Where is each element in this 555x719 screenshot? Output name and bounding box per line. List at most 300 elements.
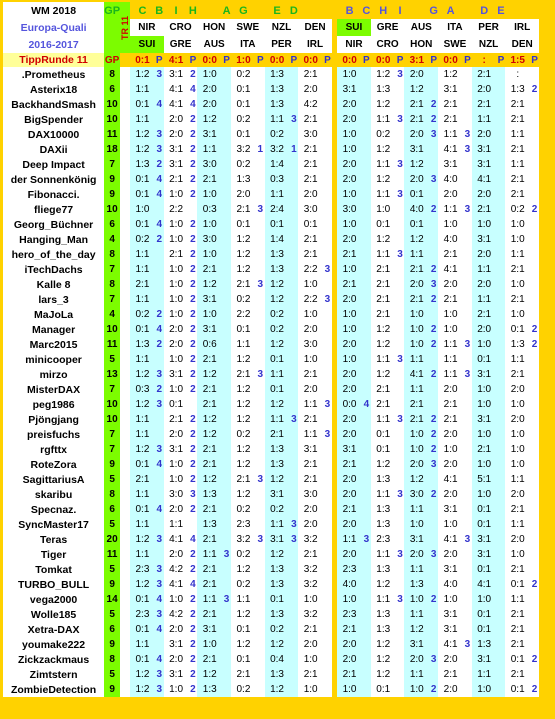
tip-points-right (396, 667, 405, 682)
tip-score-left: 0:1 (130, 97, 155, 112)
tip-score-right: 1:1 (438, 367, 463, 382)
tip-points-right (530, 142, 539, 157)
tip-points-right: 2 (531, 654, 538, 665)
tip-score-right: 1:0 (472, 592, 497, 607)
result-left: P (256, 54, 264, 66)
tip-score-left: 4:2 (164, 607, 189, 622)
tip-score-right: 2:0 (438, 547, 463, 562)
tr-blank (120, 322, 130, 337)
tip-points-right (396, 217, 405, 232)
tip-points-left (289, 487, 298, 502)
tip-score-right: 1:0 (505, 427, 530, 442)
tip-points-right (463, 622, 472, 637)
tip-score-right: 2:1 (337, 622, 362, 637)
tip-score-left: 1:3 (197, 682, 222, 697)
tip-score-left: 1:2 (231, 262, 256, 277)
tip-score-left: 2:2 (298, 292, 323, 307)
tip-score-left: 3:1 (298, 442, 323, 457)
tip-score-right: 0:1 (472, 517, 497, 532)
tip-score-right: 1:1 (371, 352, 396, 367)
tip-points-right (396, 337, 405, 352)
team-left-bottom: IRL (298, 36, 332, 53)
tip-score-right: 0:1 (472, 352, 497, 367)
tip-points-left: 2 (190, 189, 196, 200)
tip-score-left: 2:1 (265, 427, 290, 442)
tip-points-left (256, 82, 265, 97)
tip-points-right (530, 637, 539, 652)
player-gp: 5 (104, 472, 120, 487)
tip-points-left (323, 322, 332, 337)
tip-points-right (530, 307, 539, 322)
tip-points-left: 4 (156, 594, 163, 605)
tip-points-right (530, 562, 539, 577)
player-gp: 10 (104, 112, 120, 127)
tip-points-left (289, 577, 298, 592)
tip-score-left: 2:0 (298, 322, 323, 337)
tip-score-right: 2:1 (438, 247, 463, 262)
tip-points-right (497, 412, 506, 427)
player-gp: 7 (104, 157, 120, 172)
tip-score-right: 3:1 (438, 82, 463, 97)
tip-score-left: 3:2 (231, 142, 256, 157)
tip-score-left: 1:0 (298, 352, 323, 367)
tip-points-left (155, 427, 164, 442)
tip-score-left: 2:1 (197, 442, 222, 457)
tip-score-left: 2:1 (197, 352, 222, 367)
tip-points-left (289, 97, 298, 112)
tip-points-left: 2 (190, 249, 196, 260)
tip-points-left (222, 412, 231, 427)
tip-score-left: 0:1 (130, 457, 155, 472)
tip-points-right (530, 457, 539, 472)
tip-score-left: 1:0 (298, 277, 323, 292)
tip-points-left: 3 (257, 204, 264, 215)
tip-points-right (497, 442, 506, 457)
tip-score-left: 3:1 (265, 487, 290, 502)
tip-score-left: 2:3 (130, 607, 155, 622)
player-row (3, 232, 539, 247)
tip-points-right (362, 247, 371, 262)
result-left: P (189, 54, 197, 66)
tip-score-left: 1:1 (197, 592, 222, 607)
tip-score-right: 3:1 (404, 142, 429, 157)
player-gp: 6 (104, 622, 120, 637)
tip-score-left: 0:1 (231, 97, 256, 112)
tip-points-left: 4 (156, 99, 163, 110)
tip-score-right: 1:3 (505, 82, 530, 97)
tip-points-left (222, 427, 231, 442)
tip-score-left: 1:3 (265, 457, 290, 472)
tip-score-left: 1:1 (265, 367, 290, 382)
tip-points-left (289, 172, 298, 187)
tip-score-left: 3:2 (298, 607, 323, 622)
tip-score-right: 1:2 (438, 67, 463, 82)
tip-score-left: 1:3 (265, 247, 290, 262)
tip-score-left: 2:0 (164, 322, 189, 337)
tip-points-left: 3 (324, 294, 331, 305)
tip-points-right (396, 682, 405, 697)
player-name: Manager (3, 322, 104, 337)
group-letter-right: I (398, 4, 402, 17)
tip-points-left: 1 (291, 144, 297, 155)
team-right-bottom: SWE (438, 36, 472, 53)
tip-points-left (222, 397, 231, 412)
player-row (3, 667, 539, 682)
tip-points-left: 2 (190, 609, 196, 620)
tip-points-left (222, 172, 231, 187)
tr-blank (120, 97, 130, 112)
tip-points-left (323, 217, 332, 232)
tip-points-left (155, 637, 164, 652)
tip-score-right: 2:1 (505, 622, 530, 637)
tip-score-left: 4:1 (164, 577, 189, 592)
tip-score-right: 4:1 (472, 172, 497, 187)
tr-blank (120, 217, 130, 232)
tr-blank (120, 157, 130, 172)
player-gp: 4 (104, 307, 120, 322)
tip-score-right: 2:1 (371, 262, 396, 277)
tip-score-left: 3:0 (164, 487, 189, 502)
player-name: ZombieDetection (3, 682, 104, 697)
player-row (3, 682, 539, 697)
tip-score-right: 1:2 (404, 157, 429, 172)
tip-score-right: 2:1 (472, 442, 497, 457)
tip-points-right (530, 382, 539, 397)
tip-score-right: 1:0 (337, 352, 362, 367)
season: 2016-2017 (3, 36, 104, 53)
tip-score-left: 1:3 (265, 667, 290, 682)
tip-points-right (362, 322, 371, 337)
tip-points-left (222, 322, 231, 337)
tip-score-right: 1:1 (371, 547, 396, 562)
result-left: 0:0 (202, 54, 217, 66)
player-row (3, 127, 539, 142)
group-letter-right: G (429, 4, 438, 17)
tip-points-right: 3 (430, 129, 437, 140)
tip-score-right: 2:0 (438, 682, 463, 697)
tip-score-left: 1:2 (197, 667, 222, 682)
tip-score-left: 0:1 (231, 82, 256, 97)
tip-points-right: 2 (430, 204, 437, 215)
tip-score-right: 2:1 (505, 367, 530, 382)
group-letter-right: D (480, 4, 489, 17)
tip-points-right (497, 427, 506, 442)
tip-points-right (530, 547, 539, 562)
tip-score-right: 2:1 (438, 412, 463, 427)
player-gp: 9 (104, 637, 120, 652)
tip-points-left (188, 397, 197, 412)
tip-points-right (429, 502, 438, 517)
tip-score-left: 1:2 (265, 472, 290, 487)
player-name: Marc2015 (3, 337, 104, 352)
tip-points-left: 3 (291, 534, 297, 545)
tip-score-right: 1:2 (371, 232, 396, 247)
player-row (3, 652, 539, 667)
tip-points-left (256, 412, 265, 427)
tip-points-right (530, 277, 539, 292)
tip-points-right (463, 352, 472, 367)
tip-points-left (323, 127, 332, 142)
tip-score-right: 3:1 (438, 502, 463, 517)
tip-points-right (396, 532, 405, 547)
player-row (3, 247, 539, 262)
tip-score-right: 2:0 (404, 277, 429, 292)
tip-score-right: 1:1 (371, 412, 396, 427)
tip-points-right (429, 397, 438, 412)
tip-score-left: 2:1 (197, 577, 222, 592)
tip-points-right: 3 (397, 69, 403, 80)
player-gp: 10 (104, 97, 120, 112)
tip-score-left: 1:2 (130, 397, 155, 412)
tip-score-right: 2:1 (404, 412, 429, 427)
tip-score-left: 3:2 (298, 577, 323, 592)
tip-points-right (396, 277, 405, 292)
tip-score-left: 2:1 (298, 142, 323, 157)
tip-points-right (463, 382, 472, 397)
player-row (3, 562, 539, 577)
tip-points-left: 2 (190, 279, 196, 290)
tip-points-right (497, 472, 506, 487)
tip-score-right: 2:1 (505, 607, 530, 622)
tip-points-left (155, 547, 164, 562)
tip-score-right: 1:1 (438, 337, 463, 352)
tip-score-left: 0:1 (231, 652, 256, 667)
player-row (3, 637, 539, 652)
tip-points-left: 3 (156, 684, 163, 695)
tip-score-right: 2:1 (472, 97, 497, 112)
tr-blank (120, 472, 130, 487)
tip-points-right (497, 532, 506, 547)
tip-score-right: 1:1 (371, 487, 396, 502)
tip-points-left: 2 (190, 384, 196, 395)
tip-points-left: 2 (190, 624, 196, 635)
player-gp: 7 (104, 427, 120, 442)
tip-score-right: 1:1 (404, 382, 429, 397)
tip-points-right: 2 (430, 264, 437, 275)
tip-score-right: 1:1 (472, 292, 497, 307)
tip-points-left (289, 307, 298, 322)
tip-score-left: 1:2 (130, 667, 155, 682)
tip-score-left: 1:2 (130, 67, 155, 82)
tip-points-left (256, 127, 265, 142)
team-left-top: CRO (164, 19, 198, 36)
group-letter-right: A (446, 4, 455, 17)
group-letter-left (298, 2, 323, 19)
tip-points-right (362, 607, 371, 622)
tip-points-right (362, 232, 371, 247)
tip-score-right: 1:0 (472, 397, 497, 412)
tip-points-right (497, 367, 506, 382)
player-gp: 8 (104, 652, 120, 667)
player-name: Zimtstern (3, 667, 104, 682)
tip-score-right: 1:1 (371, 157, 396, 172)
tip-points-right (429, 667, 438, 682)
player-name: MaJoLa (3, 307, 104, 322)
tip-points-right (429, 562, 438, 577)
tip-score-right: 2:1 (404, 262, 429, 277)
tip-points-right (396, 517, 405, 532)
tip-points-right (362, 67, 371, 82)
tip-score-left: 1:1 (130, 517, 155, 532)
tip-score-left: 1:1 (130, 427, 155, 442)
tip-score-right: 2:1 (371, 397, 396, 412)
tip-points-left (188, 517, 197, 532)
tip-score-right: 2:0 (472, 187, 497, 202)
player-gp: 7 (104, 442, 120, 457)
player-gp: 10 (104, 412, 120, 427)
tip-points-left: 3 (156, 444, 163, 455)
team-right-bottom: CRO (371, 36, 405, 53)
tip-points-right: 3 (397, 189, 403, 200)
tip-score-left: 2:0 (298, 517, 323, 532)
tip-score-left: 1:0 (164, 352, 189, 367)
tr-blank (120, 352, 130, 367)
tip-score-left: 3:0 (298, 487, 323, 502)
tip-score-right: 1:2 (371, 667, 396, 682)
tip-score-right: 1:0 (438, 307, 463, 322)
tip-score-left: 1:2 (231, 607, 256, 622)
tr-blank (120, 652, 130, 667)
tip-points-right: 3 (464, 369, 471, 380)
tip-score-right: 0:1 (371, 682, 396, 697)
tip-points-right (362, 172, 371, 187)
tip-score-left: 0:2 (265, 307, 290, 322)
player-gp: 5 (104, 562, 120, 577)
result-left: 0:0 (303, 54, 318, 66)
tip-points-right (362, 307, 371, 322)
tr-blank (120, 127, 130, 142)
tip-score-left: 0:2 (130, 232, 155, 247)
tip-points-right: 3 (464, 144, 471, 155)
player-row (3, 367, 539, 382)
tip-points-left: 2 (190, 324, 196, 335)
tip-points-left (155, 262, 164, 277)
tip-score-left: 2:1 (231, 367, 256, 382)
tip-points-right (362, 487, 371, 502)
tip-points-right (530, 157, 539, 172)
tip-points-right (530, 367, 539, 382)
tip-score-left: 3:1 (197, 622, 222, 637)
tip-points-left: 3 (156, 69, 163, 80)
tip-score-left: 1:0 (164, 457, 189, 472)
tip-points-right: 2 (531, 204, 538, 215)
tip-score-right: 2:0 (337, 652, 362, 667)
tip-score-left: 0:1 (231, 322, 256, 337)
tip-points-right: 3 (464, 129, 471, 140)
tip-score-left: 2:1 (197, 562, 222, 577)
tr-blank (120, 292, 130, 307)
tip-score-right: 3:1 (472, 547, 497, 562)
tip-points-right (463, 667, 472, 682)
tip-points-left (155, 112, 164, 127)
tip-score-right: 1:2 (371, 172, 396, 187)
tip-points-right (396, 292, 405, 307)
tip-score-right: 1:0 (505, 307, 530, 322)
competition-name: Europa-Quali (3, 19, 104, 36)
player-gp: 10 (104, 202, 120, 217)
tip-score-left: 2:1 (197, 607, 222, 622)
tip-points-right (497, 262, 506, 277)
tip-score-right: 2:0 (404, 67, 429, 82)
tip-points-right (530, 247, 539, 262)
tr-blank (120, 247, 130, 262)
tip-points-left (256, 592, 265, 607)
tip-score-left: 2:1 (130, 472, 155, 487)
tip-score-left: 2:1 (298, 412, 323, 427)
team-left-bottom: ITA (231, 36, 265, 53)
tip-points-right (463, 97, 472, 112)
player-name: Asterix18 (3, 82, 104, 97)
tip-points-right (463, 292, 472, 307)
tip-points-left: 2 (190, 69, 196, 80)
tip-points-left (155, 277, 164, 292)
tip-points-left: 3 (156, 144, 163, 155)
tip-score-left: 1:2 (231, 442, 256, 457)
tip-score-right: 1:0 (404, 322, 429, 337)
tip-points-left (289, 622, 298, 637)
tip-score-left: 1:0 (298, 592, 323, 607)
result-right: P (464, 54, 471, 66)
tip-points-right (497, 322, 506, 337)
tip-points-right (497, 307, 506, 322)
tip-score-left: 2:4 (265, 202, 290, 217)
tip-score-right: 2:0 (337, 157, 362, 172)
tip-score-left: 3:1 (265, 532, 290, 547)
tip-score-left: 1:2 (197, 112, 222, 127)
player-gp: 6 (104, 502, 120, 517)
tip-points-right (396, 472, 405, 487)
tip-points-right (362, 127, 371, 142)
tip-score-left: 1:0 (164, 307, 189, 322)
tip-points-right: 2 (430, 594, 437, 605)
tip-points-right (530, 187, 539, 202)
player-name: Fibonacci. (3, 187, 104, 202)
tip-points-left (222, 67, 231, 82)
tip-points-right: 3 (430, 279, 437, 290)
tip-score-left: 2:0 (298, 637, 323, 652)
tip-points-right (362, 472, 371, 487)
tip-points-left: 4 (190, 534, 196, 545)
tip-score-right: 1:1 (404, 667, 429, 682)
tip-score-right: 3:1 (438, 562, 463, 577)
tip-score-right: 1:0 (337, 187, 362, 202)
tip-points-left (222, 562, 231, 577)
tip-score-right: 2:1 (404, 292, 429, 307)
tip-points-left (222, 637, 231, 652)
tip-score-left: 2:2 (231, 307, 256, 322)
tip-score-right: 2:1 (404, 112, 429, 127)
tip-score-right: 2:0 (337, 547, 362, 562)
tip-score-right: 2:0 (472, 82, 497, 97)
tip-score-left: 2:0 (197, 97, 222, 112)
tip-points-right (429, 142, 438, 157)
tip-points-left (323, 367, 332, 382)
tip-score-left: 1:2 (265, 547, 290, 562)
tip-points-left (256, 397, 265, 412)
tip-points-right: 4 (363, 399, 370, 410)
tip-points-left (289, 157, 298, 172)
tip-points-left: 2 (190, 444, 196, 455)
tr-blank (120, 142, 130, 157)
tip-score-right: 2:0 (337, 292, 362, 307)
player-name: SyncMaster17 (3, 517, 104, 532)
tip-score-right: 1:0 (438, 517, 463, 532)
tip-points-right (429, 217, 438, 232)
tip-score-left: 2:1 (164, 412, 189, 427)
tip-score-right: 1:0 (337, 217, 362, 232)
player-name: DAX10000 (3, 127, 104, 142)
tip-points-left (289, 352, 298, 367)
